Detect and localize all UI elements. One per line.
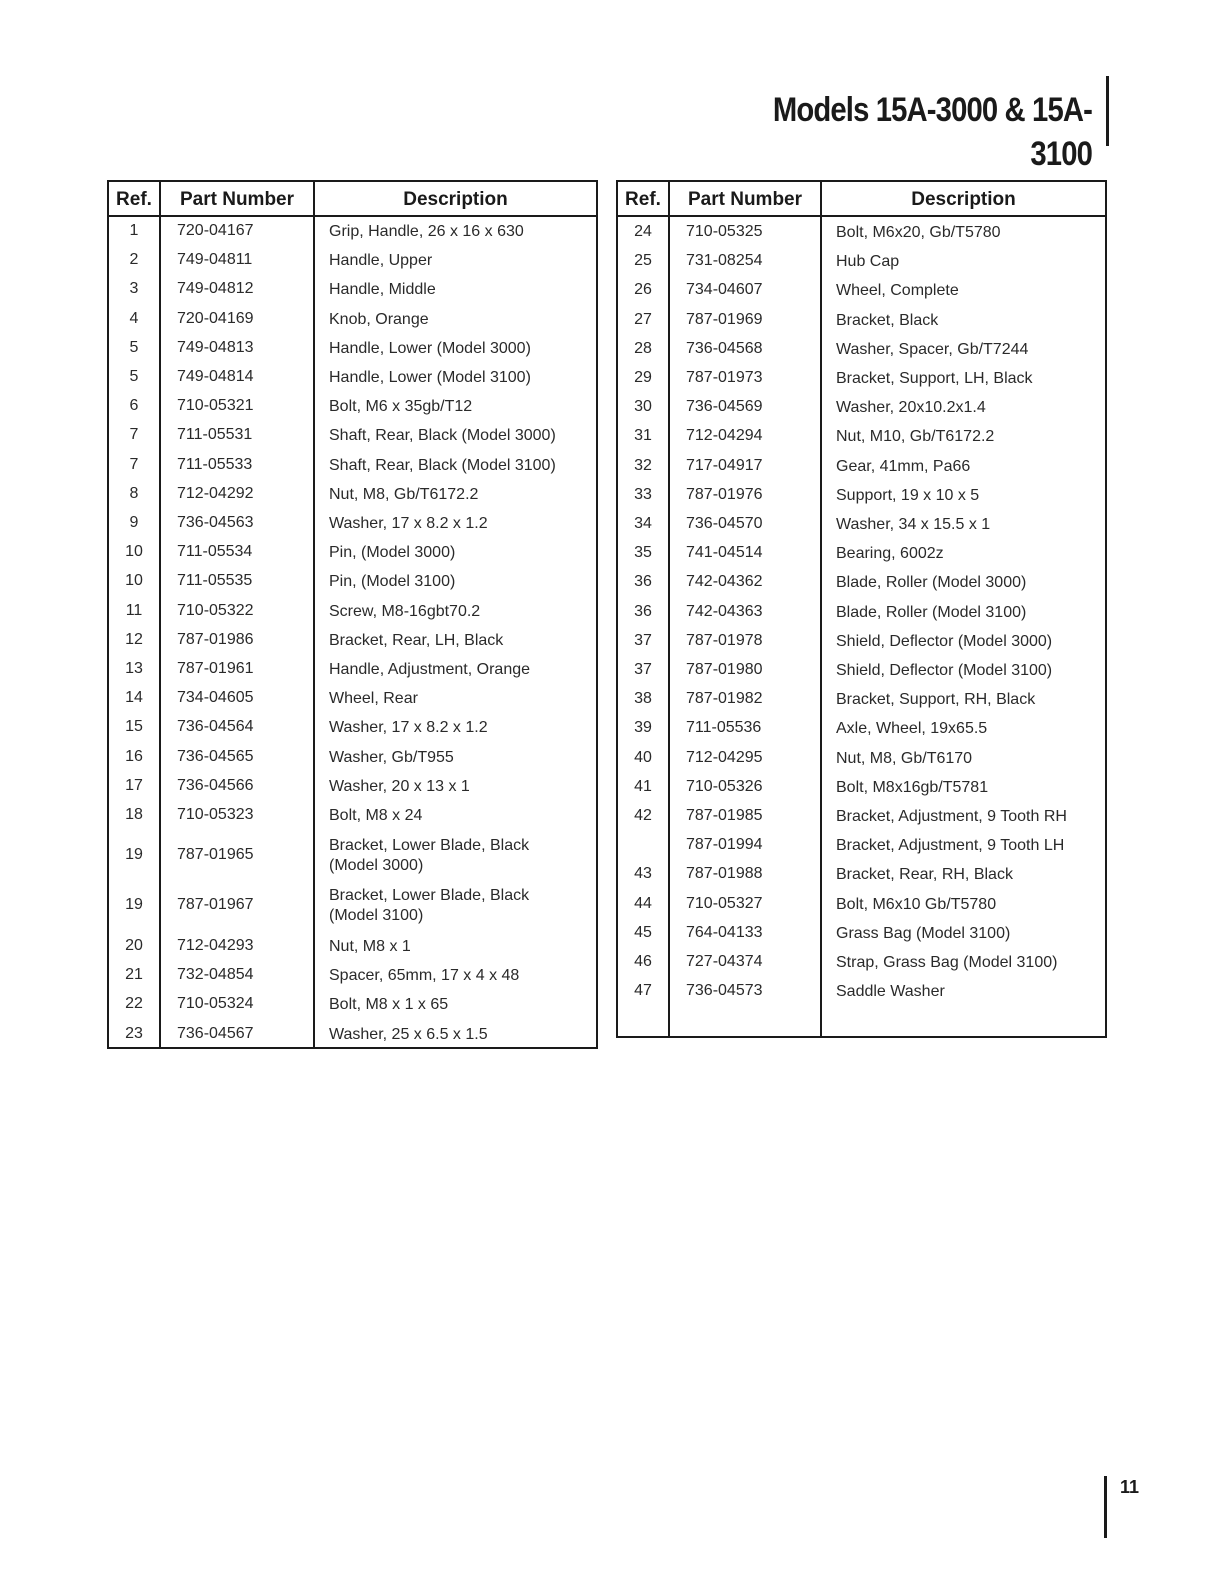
description-cell (836, 311, 938, 331)
ref-cell: 21 (125, 966, 143, 984)
description-cell (836, 340, 1028, 360)
description-cell (836, 895, 996, 915)
part-number-cell: 736-04573 (686, 982, 763, 1000)
ref-cell: 32 (634, 456, 652, 474)
ref-cell: 26 (634, 281, 652, 299)
ref-cell: 19 (125, 846, 143, 863)
ref-cell: 22 (125, 995, 143, 1013)
footer-divider (1104, 1476, 1107, 1538)
part-number-cell: 787-01988 (686, 865, 763, 883)
ref-cell: 37 (634, 631, 652, 649)
part-number-cell: 749-04812 (177, 280, 254, 298)
ref-cell: 43 (634, 865, 652, 883)
part-number-cell: 787-01973 (686, 369, 763, 386)
description-line: Blade, Roller (Model 3000) (836, 574, 1027, 592)
description-cell (329, 251, 432, 271)
ref-cell: 12 (125, 630, 143, 648)
header-row-divider (618, 215, 1105, 217)
part-number-cell: 749-04811 (177, 251, 253, 269)
part-number-cell: 787-01976 (686, 485, 763, 503)
description-cell (329, 777, 470, 797)
description-line: Washer, 17 x 8.2 x 1.2 (329, 515, 488, 532)
description-cell (329, 602, 480, 622)
description-cell (329, 836, 529, 876)
part-number-cell: 749-04813 (177, 338, 254, 356)
ref-cell: 37 (634, 661, 652, 678)
ref-cell: 7 (129, 455, 139, 473)
part-number-cell: 787-01961 (177, 660, 254, 677)
description-line: Wheel, Complete (836, 282, 959, 300)
description-cell (836, 457, 970, 477)
part-number-cell: 710-05326 (686, 777, 763, 795)
ref-cell: 24 (634, 223, 652, 240)
part-number-cell: 711-05535 (177, 572, 253, 590)
ref-cell: 5 (129, 368, 139, 385)
description-line: Shaft, Rear, Black (Model 3100) (329, 456, 556, 474)
description-cell (836, 515, 990, 535)
ref-cell: 30 (634, 398, 652, 416)
description-line: Grass Bag (Model 3100) (836, 924, 1011, 942)
ref-cell: 14 (125, 689, 143, 707)
description-line: Washer, 20x10.2x1.4 (836, 399, 986, 417)
ref-cell: 7 (129, 426, 139, 444)
column-divider (820, 182, 822, 1036)
description-line: (Model 3000) (329, 857, 424, 874)
description-cell (329, 514, 488, 534)
description-line: Bracket, Lower Blade, Black (329, 887, 530, 904)
column-divider (159, 182, 161, 1047)
description-line: Bearing, 6002z (836, 545, 944, 563)
description-cell (329, 718, 488, 738)
part-number-cell: 717-04917 (686, 456, 763, 474)
description-cell (836, 603, 1026, 623)
ref-cell: 8 (129, 484, 139, 502)
description-cell (329, 222, 524, 242)
part-number-cell: 712-04292 (177, 484, 254, 502)
description-line: Pin, (Model 3000) (329, 544, 456, 562)
part-number-cell: 787-01985 (686, 807, 763, 824)
ref-cell: 17 (125, 776, 143, 794)
part-number-cell: 742-04363 (686, 602, 763, 620)
part-number-cell: 710-05324 (177, 995, 254, 1013)
parts-table-right (616, 180, 1107, 1038)
description-cell (329, 397, 472, 417)
ref-cell: 39 (634, 719, 652, 737)
ref-cell: 47 (634, 982, 652, 1000)
ref-cell: 25 (634, 252, 652, 270)
part-number-cell: 787-01965 (177, 846, 254, 863)
description-line: Wheel, Rear (329, 690, 418, 708)
part-number-cell: 787-01969 (686, 310, 763, 328)
description-line: Blade, Roller (Model 3100) (836, 603, 1027, 621)
ref-cell: 13 (125, 660, 143, 677)
ref-cell: 27 (634, 310, 652, 328)
header-ref: Ref. (625, 189, 661, 210)
description-cell (836, 778, 988, 798)
ref-cell: 15 (125, 718, 143, 736)
description-line: Nut, M8 x 1 (329, 938, 411, 955)
ref-cell: 42 (634, 807, 652, 824)
description-line: Grip, Handle, 26 x 16 x 630 (329, 223, 524, 240)
description-line: Nut, M10, Gb/T6172.2 (836, 428, 995, 446)
ref-cell: 46 (634, 953, 652, 970)
part-number-cell: 787-01978 (686, 631, 763, 649)
description-cell (836, 924, 1010, 944)
description-line: Washer, Gb/T955 (329, 748, 454, 766)
part-number-cell: 710-05322 (177, 601, 254, 619)
description-line: (Model 3100) (329, 907, 424, 924)
part-number-cell: 712-04295 (686, 748, 763, 766)
description-cell (329, 456, 556, 476)
description-line: Strap, Grass Bag (Model 3100) (836, 954, 1058, 971)
part-number-cell: 787-01980 (686, 661, 763, 678)
part-number-cell: 764-04133 (686, 923, 763, 941)
description-line: Handle, Lower (Model 3000) (329, 339, 531, 357)
ref-cell: 28 (634, 339, 652, 357)
part-number-cell: 787-01986 (177, 630, 254, 648)
description-cell (329, 886, 529, 926)
part-number-cell: 736-04569 (686, 398, 763, 416)
description-line: Nut, M8, Gb/T6170 (836, 749, 973, 767)
parts-table-left (107, 180, 598, 1049)
description-cell (329, 572, 455, 592)
description-line: Washer, 17 x 8.2 x 1.2 (329, 719, 488, 737)
description-cell (329, 368, 531, 388)
description-cell (836, 252, 899, 272)
description-cell (836, 749, 972, 769)
part-number-cell: 736-04566 (177, 776, 254, 794)
description-cell (329, 806, 422, 826)
description-cell (836, 865, 1013, 885)
ref-cell: 10 (125, 572, 143, 590)
description-line: Support, 19 x 10 x 5 (836, 486, 980, 504)
description-cell (329, 1025, 488, 1045)
part-number-cell: 736-04568 (686, 339, 763, 357)
description-cell (329, 966, 519, 986)
page-number: 11 (1120, 1477, 1140, 1497)
part-number-cell: 787-01967 (177, 896, 254, 913)
description-cell (329, 485, 478, 505)
description-cell (329, 426, 556, 446)
ref-cell: 35 (634, 544, 652, 562)
description-cell (329, 689, 418, 709)
ref-cell: 5 (129, 338, 139, 356)
part-number-cell: 741-04514 (686, 544, 763, 562)
part-number-cell: 734-04607 (686, 281, 763, 299)
ref-cell: 11 (125, 601, 143, 619)
part-number-cell: 736-04570 (686, 515, 763, 532)
description-cell (329, 748, 454, 768)
header-description: Description (911, 189, 1016, 210)
part-number-cell: 749-04814 (177, 368, 254, 385)
description-line: Handle, Upper (329, 252, 433, 270)
description-line: Bolt, M8x16gb/T5781 (836, 778, 989, 796)
description-line: Hub Cap (836, 253, 900, 271)
description-cell (836, 486, 979, 506)
part-number-cell: 732-04854 (177, 966, 254, 984)
description-line: Bolt, M6x10 Gb/T5780 (836, 895, 997, 913)
ref-cell: 36 (634, 602, 652, 620)
ref-cell: 3 (129, 280, 139, 298)
part-number-cell: 712-04294 (686, 427, 763, 445)
header-divider (1106, 76, 1109, 146)
ref-cell: 1 (129, 222, 139, 239)
ref-cell: 33 (634, 485, 652, 503)
description-line: Knob, Orange (329, 310, 429, 328)
description-line: Gear, 41mm, Pa66 (836, 457, 971, 475)
ref-cell: 9 (129, 514, 139, 531)
part-number-cell: 734-04605 (177, 689, 254, 707)
description-line: Bolt, M6 x 35gb/T12 (329, 398, 473, 416)
ref-cell: 16 (125, 747, 143, 765)
description-line: Bracket, Support, LH, Black (836, 370, 1033, 387)
part-number-cell: 720-04167 (177, 222, 254, 239)
header-ref: Ref. (116, 189, 152, 210)
description-cell (836, 398, 986, 418)
part-number-cell: 787-01994 (686, 836, 763, 854)
description-cell (329, 937, 411, 957)
page-title: Models 15A-3000 & 15A-3100 (772, 91, 1092, 173)
description-cell (836, 369, 1033, 389)
ref-cell: 40 (634, 748, 652, 766)
part-number-cell: 736-04565 (177, 747, 254, 765)
ref-cell: 31 (634, 427, 652, 445)
ref-cell: 10 (125, 543, 143, 561)
description-line: Spacer, 65mm, 17 x 4 x 48 (329, 967, 520, 985)
part-number-cell: 711-05531 (177, 426, 253, 444)
ref-cell: 19 (125, 896, 143, 913)
column-divider (668, 182, 670, 1036)
description-line: Screw, M8-16gbt70.2 (329, 602, 481, 620)
description-line: Bracket, Rear, RH, Black (836, 866, 1013, 884)
description-line: Washer, 20 x 13 x 1 (329, 777, 470, 795)
ref-cell: 2 (129, 251, 139, 269)
description-line: Washer, 34 x 15.5 x 1 (836, 516, 991, 533)
description-line: Washer, Spacer, Gb/T7244 (836, 340, 1029, 358)
description-cell (329, 310, 429, 330)
description-cell (836, 573, 1026, 593)
part-number-cell: 736-04563 (177, 514, 254, 531)
part-number-cell: 787-01982 (686, 690, 763, 708)
ref-cell: 36 (634, 573, 652, 591)
ref-cell: 41 (634, 777, 652, 795)
description-line: Shield, Deflector (Model 3000) (836, 632, 1053, 650)
part-number-cell: 710-05323 (177, 806, 254, 823)
ref-cell: 45 (634, 923, 652, 941)
ref-cell: 23 (125, 1024, 143, 1042)
description-line: Bolt, M8 x 24 (329, 807, 423, 824)
description-cell (836, 632, 1052, 652)
header-row-divider (109, 215, 596, 217)
description-cell (836, 690, 1035, 710)
description-cell (329, 660, 530, 680)
description-line: Handle, Lower (Model 3100) (329, 369, 531, 386)
ref-cell: 20 (125, 937, 143, 954)
description-cell (836, 544, 944, 564)
description-cell (836, 223, 1001, 243)
description-line: Bracket, Rear, LH, Black (329, 631, 504, 649)
description-line: Saddle Washer (836, 983, 945, 1001)
description-cell (329, 631, 503, 651)
description-line: Bracket, Support, RH, Black (836, 691, 1036, 709)
part-number-cell: 720-04169 (177, 309, 254, 327)
description-cell (329, 339, 531, 359)
header-part-number: Part Number (179, 189, 295, 210)
part-number-cell: 736-04564 (177, 718, 254, 736)
ref-cell: 4 (129, 309, 139, 327)
description-line: Bracket, Adjustment, 9 Tooth RH (836, 808, 1067, 825)
description-cell (836, 719, 987, 739)
part-number-cell: 731-08254 (686, 252, 763, 270)
description-line: Handle, Middle (329, 281, 436, 299)
description-cell (836, 281, 959, 301)
description-cell (836, 807, 1067, 827)
description-cell (836, 953, 1057, 973)
description-line: Pin, (Model 3100) (329, 573, 456, 591)
part-number-cell: 711-05533 (177, 455, 253, 473)
description-cell (329, 995, 448, 1015)
ref-cell: 44 (634, 894, 652, 912)
part-number-cell: 712-04293 (177, 937, 254, 954)
column-divider (313, 182, 315, 1047)
description-line: Shaft, Rear, Black (Model 3000) (329, 427, 556, 445)
ref-cell: 38 (634, 690, 652, 708)
ref-cell: 18 (125, 806, 143, 823)
description-line: Handle, Adjustment, Orange (329, 661, 531, 678)
description-line: Washer, 25 x 6.5 x 1.5 (329, 1025, 488, 1043)
part-number-cell: 710-05325 (686, 223, 763, 240)
description-cell (836, 427, 994, 447)
part-number-cell: 727-04374 (686, 953, 763, 970)
description-cell (329, 543, 455, 563)
description-line: Shield, Deflector (Model 3100) (836, 662, 1053, 679)
description-cell (836, 661, 1052, 681)
header-part-number: Part Number (687, 189, 803, 210)
part-number-cell: 710-05321 (177, 397, 254, 415)
description-line: Axle, Wheel, 19x65.5 (836, 720, 988, 738)
description-cell (329, 280, 436, 300)
ref-cell: 34 (634, 515, 652, 532)
description-line: Bolt, M6x20, Gb/T5780 (836, 224, 1001, 241)
description-line: Nut, M8, Gb/T6172.2 (329, 485, 479, 503)
ref-cell: 6 (129, 397, 139, 415)
part-number-cell: 742-04362 (686, 573, 763, 591)
part-number-cell: 710-05327 (686, 894, 763, 912)
description-line: Bolt, M8 x 1 x 65 (329, 996, 449, 1014)
description-line: Bracket, Black (836, 311, 939, 329)
ref-cell: 29 (634, 369, 652, 386)
header-description: Description (403, 189, 508, 210)
description-line: Bracket, Adjustment, 9 Tooth LH (836, 837, 1065, 855)
part-number-cell: 736-04567 (177, 1024, 254, 1042)
description-cell (836, 982, 945, 1002)
description-cell (836, 836, 1064, 856)
part-number-cell: 711-05536 (686, 719, 762, 737)
description-line: Bracket, Lower Blade, Black (329, 837, 530, 854)
part-number-cell: 711-05534 (177, 543, 253, 561)
